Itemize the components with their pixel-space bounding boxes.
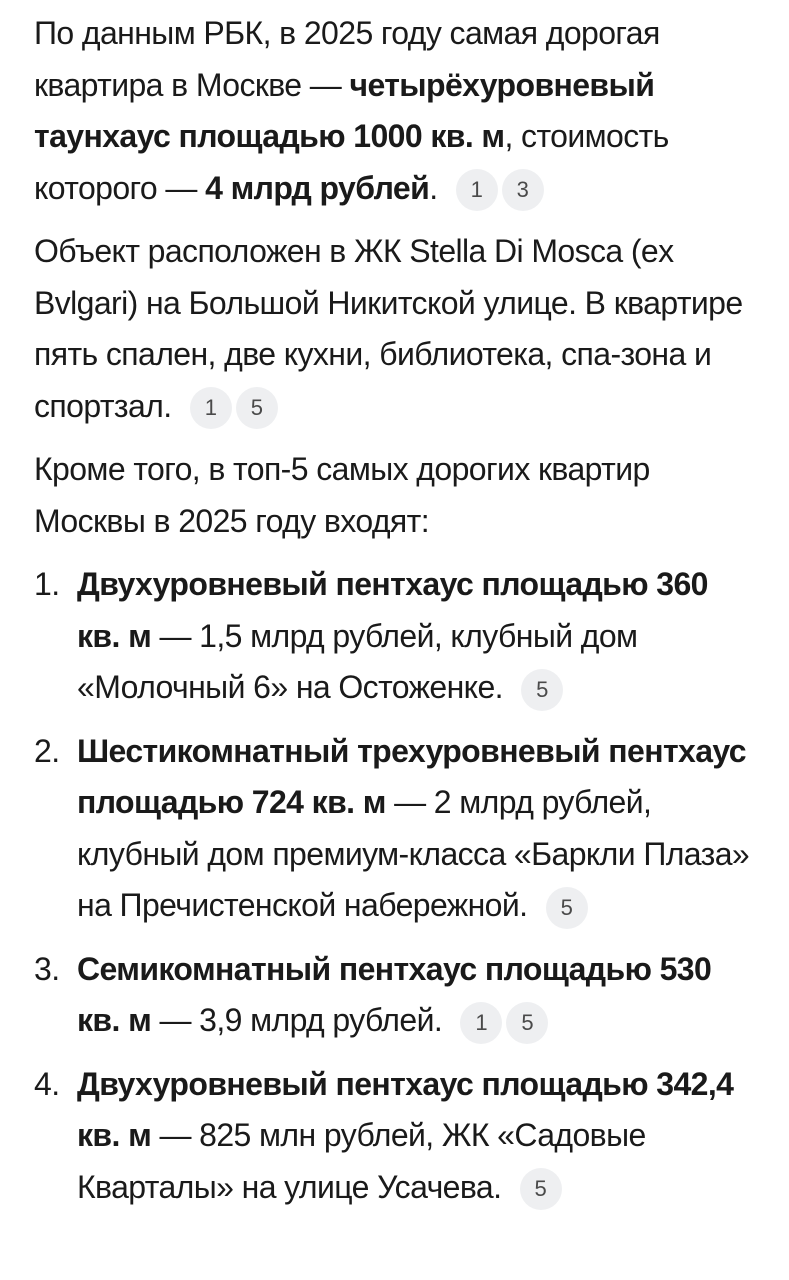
top-intro-paragraph — [34, 444, 755, 547]
source-refs — [521, 669, 567, 705]
location-text: Объект расположен в ЖК Stella Di Mosca (ex Bvlgari) на Большой Никитской улице. В квартире пять спален, две кухни, библиотека, спа-зона и спортзал. — [34, 233, 743, 424]
list-item-number: 3. — [34, 950, 60, 987]
list-item-text: — 1,5 млрд рублей, клубный дом «Молочный 6» на Остоженке. — [77, 617, 638, 705]
intro-text-2: , стоимость которого — — [34, 118, 669, 206]
source-ref-badge[interactable]: 5 — [506, 1002, 548, 1044]
list-item-bold: Шестикомнатный трехуровневый пентхаус площадью 724 кв. м — [77, 732, 747, 820]
source-ref-badge[interactable]: 1 — [456, 169, 498, 211]
intro-text-1: По данным РБК, в 2025 году самая дорогая квартира в Москве — — [34, 15, 660, 103]
list-item-text: — 3,9 млрд рублей. — [151, 1002, 443, 1038]
intro-bold-2: 4 млрд рублей — [205, 169, 430, 206]
source-refs — [520, 1169, 566, 1205]
top-intro-text: Кроме того, в топ-5 самых дорогих квартир Москвы в 2025 году входят: — [34, 451, 650, 539]
list-item-bold: Семикомнатный пентхаус площадью 530 кв. м — [77, 950, 712, 1038]
list-item-text: — 2 млрд рублей, клубный дом премиум-класса «Баркли Плаза» на Пречистенской набережной. — [77, 784, 750, 923]
source-ref-badge[interactable]: 5 — [521, 669, 563, 711]
list-item — [34, 1059, 755, 1214]
list-item — [34, 726, 755, 932]
list-item-text: — 825 млн рублей, ЖК «Садовые Кварталы» на улице Усачева. — [77, 1117, 646, 1205]
source-ref-badge[interactable]: 1 — [190, 387, 232, 429]
source-ref-badge[interactable]: 1 — [460, 1002, 502, 1044]
source-ref-badge[interactable]: 3 — [502, 169, 544, 211]
source-refs — [190, 388, 282, 424]
source-refs — [460, 1002, 552, 1038]
source-refs — [546, 887, 592, 923]
list-item-number: 4. — [34, 1065, 60, 1102]
list-item-number: 2. — [34, 732, 60, 769]
location-paragraph — [34, 226, 755, 432]
list-item — [34, 559, 755, 714]
list-item-number: 1. — [34, 566, 60, 602]
intro-paragraph — [34, 8, 755, 214]
source-refs — [456, 170, 548, 206]
source-ref-badge[interactable]: 5 — [236, 387, 278, 429]
apartment-list — [34, 559, 755, 1213]
source-ref-badge[interactable]: 5 — [546, 887, 588, 929]
list-item-bold: Двухуровневый пентхаус площадью 360 кв. м — [77, 566, 708, 654]
list-item-bold: Двухуровневый пентхаус площадью 342,4 кв. м — [77, 1065, 734, 1153]
list-item — [34, 944, 755, 1047]
intro-text-3: . — [429, 169, 438, 206]
source-ref-badge[interactable]: 5 — [520, 1168, 562, 1210]
intro-bold-1: четырёхуровневый таунхаус площадью 1000 кв. м — [34, 66, 655, 154]
